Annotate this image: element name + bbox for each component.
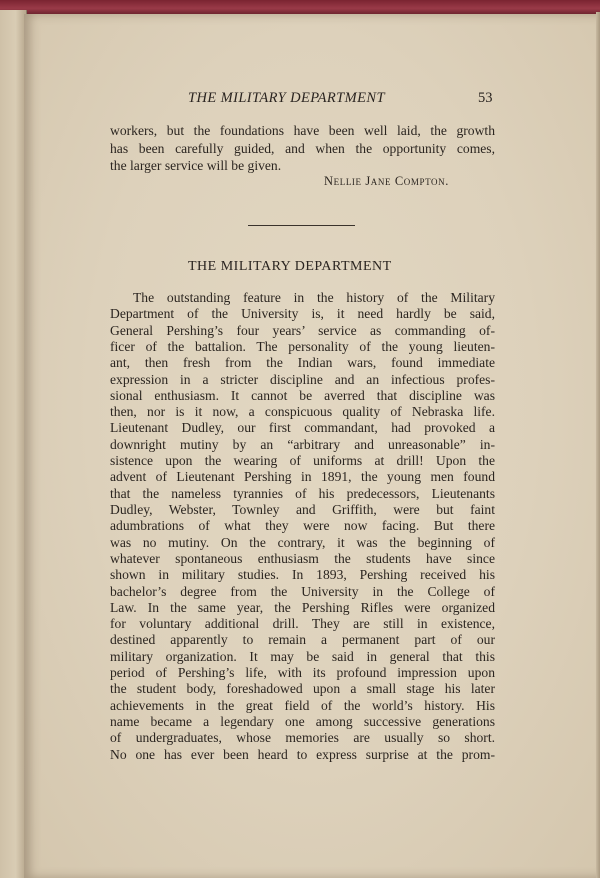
book-gutter [0, 10, 27, 878]
carryover-line: workers, but the foundations have been well laid, the growth [110, 123, 495, 138]
body-line: ant, then fresh from the Indian wars, found immediate [110, 355, 495, 370]
body-line: sional enthusiasm. It cannot be averred that discipline was [110, 388, 495, 403]
body-line: of undergraduates, whose memories are usually so short. [110, 730, 495, 745]
body-line: achievements in the great field of the world’s history. His [110, 698, 495, 713]
body-line: name became a legendary one among successive generations [110, 714, 495, 729]
body-line: then, nor is it now, a conspicuous quality of Nebraska life. [110, 404, 495, 419]
section-divider [248, 225, 355, 226]
page-number: 53 [478, 90, 493, 106]
body-line: whatever spontaneous enthusiasm the students have since [110, 551, 495, 566]
body-line: expression in a stricter discipline and an infectious profes- [110, 372, 495, 387]
book-top-edge [0, 0, 600, 14]
body-line: bachelor’s degree from the University in the College of [110, 584, 495, 599]
body-line: advent of Lieutenant Pershing in 1891, the young men found [110, 469, 495, 484]
body-line: The outstanding feature in the history of the Military [133, 290, 495, 305]
carryover-line: has been carefully guided, and when the opportunity comes, [110, 141, 495, 156]
author-signature: Nellie Jane Compton. [324, 174, 449, 188]
body-line: was no mutiny. On the contrary, it was the beginning of [110, 535, 495, 550]
body-line: Department of the University is, it need hardly be said, [110, 306, 495, 321]
carryover-line: the larger service will be given. [110, 158, 282, 173]
section-title: THE MILITARY DEPARTMENT [188, 259, 392, 274]
body-line: No one has ever been heard to express surprise at the prom- [110, 747, 495, 762]
body-line: General Pershing’s four years’ service as commanding of- [110, 323, 495, 338]
body-line: military organization. It may be said in general that this [110, 649, 495, 664]
body-line: Dudley, Webster, Townley and Griffith, were but faint [110, 502, 495, 517]
body-line: period of Pershing’s life, with its profound impression upon [110, 665, 495, 680]
body-line: downright mutiny by an “arbitrary and unreasonable” in- [110, 437, 495, 452]
body-line: that the nameless tyrannies of his predecessors, Lieutenants [110, 486, 495, 501]
page-fore-edge [596, 12, 600, 878]
body-line: ficer of the battalion. The personality of the young lieuten- [110, 339, 495, 354]
body-line: shown in military studies. In 1893, Pershing received his [110, 567, 495, 582]
body-line: the student body, foreshadowed upon a small stage his later [110, 681, 495, 696]
running-head: THE MILITARY DEPARTMENT [188, 90, 385, 106]
body-line: adumbrations of what they were now facing. But there [110, 518, 495, 533]
body-line: destined apparently to remain a permanent part of our [110, 632, 495, 647]
body-line: Law. In the same year, the Pershing Rifles were organized [110, 600, 495, 615]
body-line: sistence upon the wearing of uniforms at drill! Upon the [110, 453, 495, 468]
body-line: for voluntary additional drill. They are still in existence, [110, 616, 495, 631]
body-line: Lieutenant Dudley, our first commandant, had provoked a [110, 420, 495, 435]
